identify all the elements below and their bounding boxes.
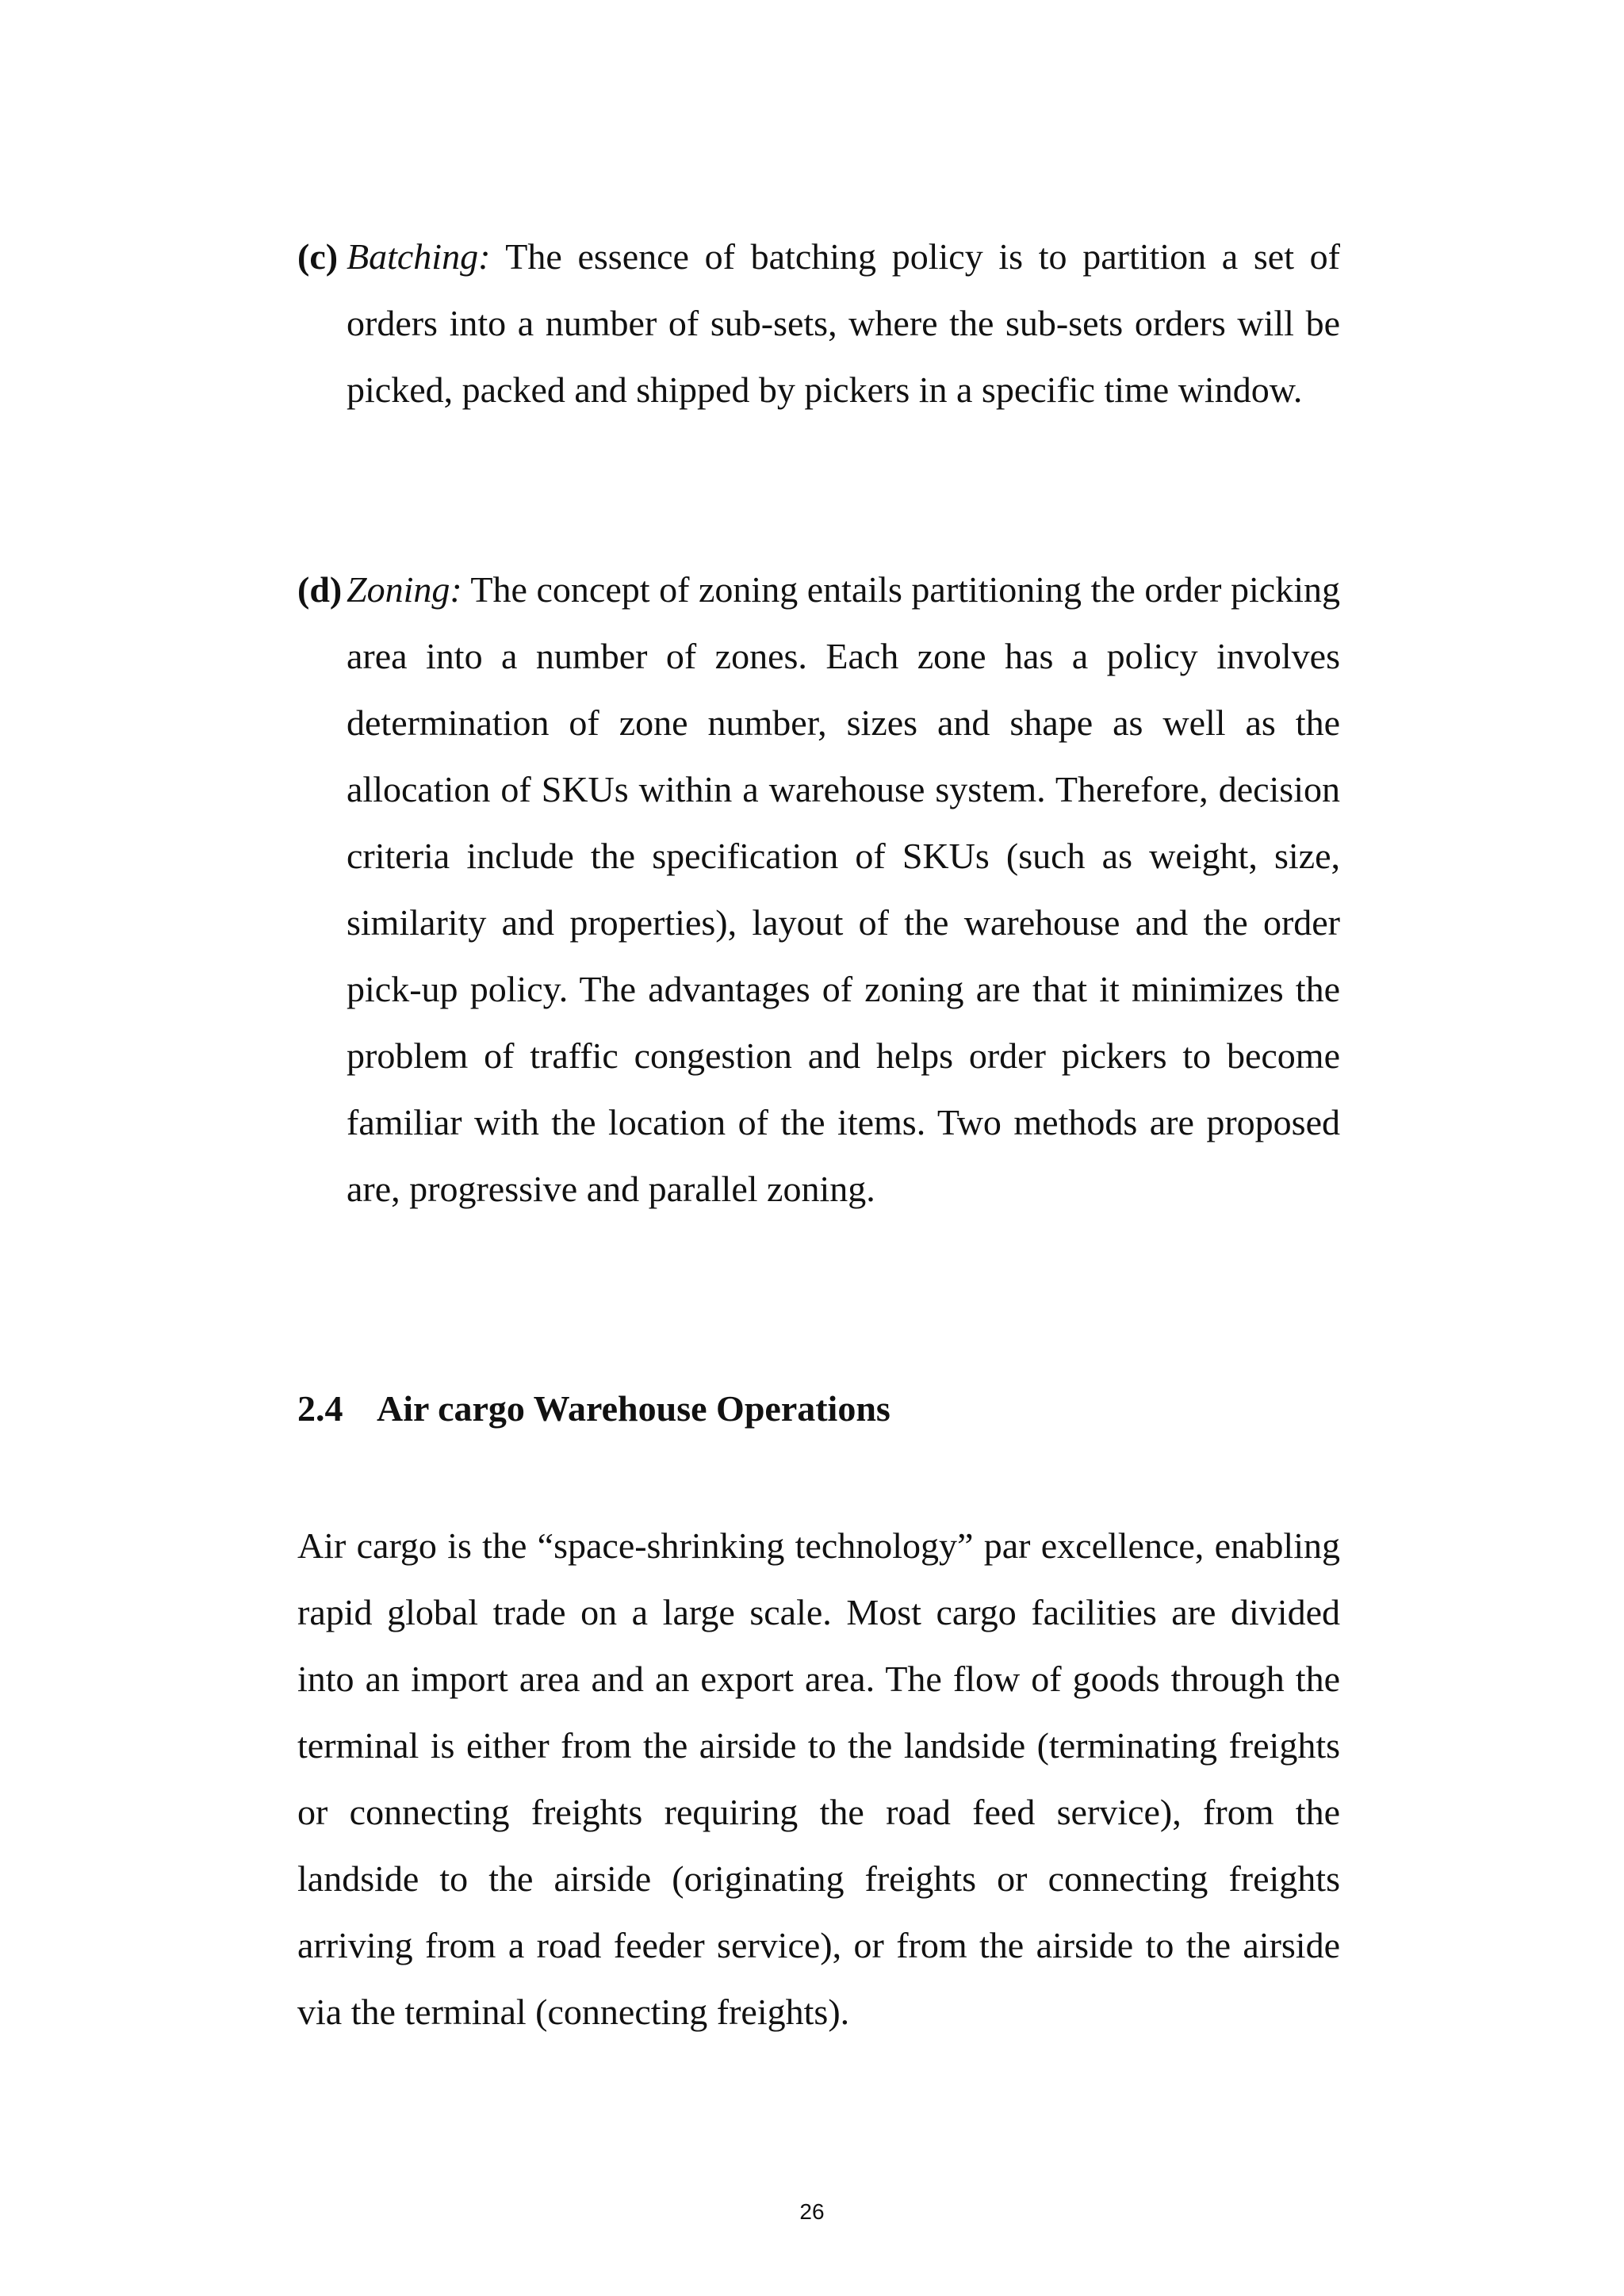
section-number: 2.4 bbox=[297, 1388, 343, 1429]
list-item-text bbox=[297, 557, 1340, 1223]
list-marker: (c) bbox=[297, 236, 339, 277]
list-item-batching bbox=[297, 224, 1340, 423]
section-paragraph: Air cargo is the “space-shrinking technology” par excellence, enabling rapid global trade on a large scale. Most cargo facilities are divided into an import area and an export area. The flow of goods through the terminal is either from the airside to the landside (terminating freights or connecting freights requiring the road feed service), from the landside to the airside (originating freights or connecting freights arriving from a road feeder service), or from the airside to the airside via the terminal (connecting freights). bbox=[297, 1525, 1340, 2032]
list-marker: (d) bbox=[297, 569, 343, 610]
page-number: 26 bbox=[799, 2199, 825, 2224]
section-heading bbox=[297, 1385, 891, 1433]
term-zoning: Zoning: bbox=[347, 569, 462, 610]
list-item-zoning bbox=[297, 557, 1340, 1223]
term-batching: Batching: bbox=[347, 236, 491, 277]
section-title: Air cargo Warehouse Operations bbox=[377, 1388, 891, 1429]
definition-zoning: The concept of zoning entails partitioning the order picking area into a number of zones. Each zone has a policy involves determination of zone number, sizes and shape as well as the allocation of SKUs within a warehouse system. Therefore, decision criteria include the specification of SKUs (such as weight, size, similarity and properties), layout of the warehouse and the order pick-up policy. The advantages of zoning are that it minimizes the problem of traffic congestion and helps order pickers to become familiar with the location of the items. Two methods are proposed are, progressive and parallel zoning. bbox=[347, 569, 1340, 1209]
definition-batching: The essence of batching policy is to partition a set of orders into a number of sub-sets, where the sub-sets orders will be picked, packed and shipped by pickers in a specific time window. bbox=[347, 236, 1340, 410]
list-item-text bbox=[297, 224, 1340, 423]
